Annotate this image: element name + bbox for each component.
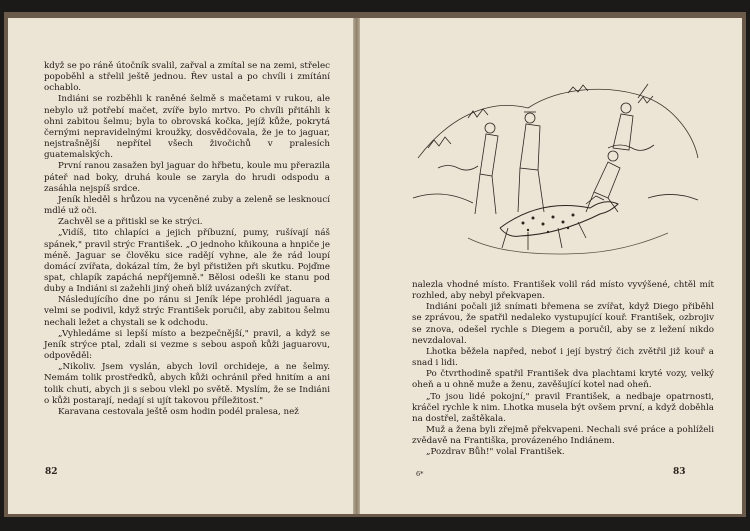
signature-mark: 6* xyxy=(416,470,424,478)
paragraph: nalezla vhodné místo. František volil rád místo vyvýšené, chtěl mít rozhled, aby nebyl překvapen. xyxy=(412,280,714,302)
paragraph: Karavana cestovala ještě osm hodin podél pralesa, než xyxy=(58,406,299,417)
paragraph: „Vidíš, tito chlapíci a jejich příbuzní, pumy, rušívají náš spánek," pravil strýc František. „O jednoho kňikouna a hnpiče je méně. Jaguar se člověku sice radějí vyhne, ale že rád loupí domácí zvířata, dokázal tím, že byl přistižen při skutku. Pojďme spat, chlapík zapáchá nepříjemně." Bělosi odešli ke stanu pod duby a Indiáni si zažehli jiný oheň blíž uvázaných zvířat. xyxy=(44,228,330,295)
open-book xyxy=(4,12,746,517)
paragraph: „To jsou lidé pokojní," pravil František, a nedbaje opatrnosti, kráčel rychle k nim. Lhotka musela být ovšem první, a když doběhla na dostřel, zaštěkala. xyxy=(412,391,714,424)
paragraph: Následujícího dne po ránu si Jeník lépe prohlédl jaguara a velmi se podivil, když strýc František poručil, aby zabitou šelmu nechali ležet a chystali se k odchodu. xyxy=(44,295,330,328)
jaguar-hunt-illustration-icon xyxy=(408,78,708,274)
paragraph: „Vyhledáme si lepší místo a bezpečnější," pravil, a když se Jeník strýce ptal, zdali si vezme s sebou aspoň kůži jaguarovu, odpověděl: xyxy=(44,328,330,362)
right-page-text xyxy=(412,280,714,459)
book-gutter xyxy=(353,18,360,514)
left-page-text xyxy=(44,61,330,418)
paragraph: Po čtvrthodině spatřil František dva plachtami kryté vozy, velký oheň a u ohně muže a ženu, zavěšující kotel nad oheň. xyxy=(412,369,714,391)
paragraph: „Pozdrav Bůh!" volal František. xyxy=(426,447,565,458)
paragraph: Muž a žena byli zřejmě překvapeni. Nechali své práce a pohlíželi zvědavě na Františka, provázeného Indiánem. xyxy=(412,425,714,447)
page-number: 82 xyxy=(45,467,58,477)
page-number: 83 xyxy=(673,467,686,477)
right-page xyxy=(360,18,742,514)
paragraph: Zachvěl se a přitiskl se ke strýci. xyxy=(58,217,203,228)
paragraph: Jeník hleděl s hrůzou na vyceněné zuby a zeleně se lesknoucí mdlé už oči. xyxy=(44,194,330,217)
paragraph: „Nikoliv. Jsem vyslán, abych lovil orchideje, a ne šelmy. Nemám tolik prostředků, abych kůži ochránil před hnitím a ani tolik chuti, abych ji s sebou vlekl po světě. Myslím, že se Indiáni o kůži postarají, nedají si ujít takovou příležitost." xyxy=(44,362,330,406)
paragraph: Indiáni se rozběhli k raněné šelmě s mačetami v rukou, ale nebylo už potřebí mačet, zvíře bylo mrtvo. Po chvíli přitáhli k ohni zabitou šelmu; byla to obrovská kočka, jejíž kůže, pokrytá černými nepravidelnými kroužky, dosvědčovala, že je to jaguar, nejstrašnější nepřítel všech živočichů v pralesích guatemalských. xyxy=(44,94,330,161)
left-page xyxy=(8,18,353,514)
paragraph: když se po ráně útočník svalil, zařval a zmítal se na zemi, střelec popoběhl a střelil ještě jednou. Řev ustal a po chvíli i zmítání ochablo. xyxy=(44,61,330,94)
paragraph: První ranou zasažen byl jaguar do hřbetu, koule mu přerazila páteř nad boky, druhá koule se zaryla do hrudi odspodu a zasáhla nejspíš srdce. xyxy=(44,161,330,194)
paragraph: Indiáni počali již snímati břemena se zvířat, když Diego přiběhl se zprávou, že spatřil nedaleko vystupující kouř. František, ozbrojiv se znova, odešel rychle s Diegem a poručil, aby se z ležení nikdo nevzdaloval. xyxy=(412,302,714,346)
paragraph: Lhotka běžela napřed, neboť i její bystrý čich zvětřil již kouř a snad i lidi. xyxy=(412,346,714,369)
